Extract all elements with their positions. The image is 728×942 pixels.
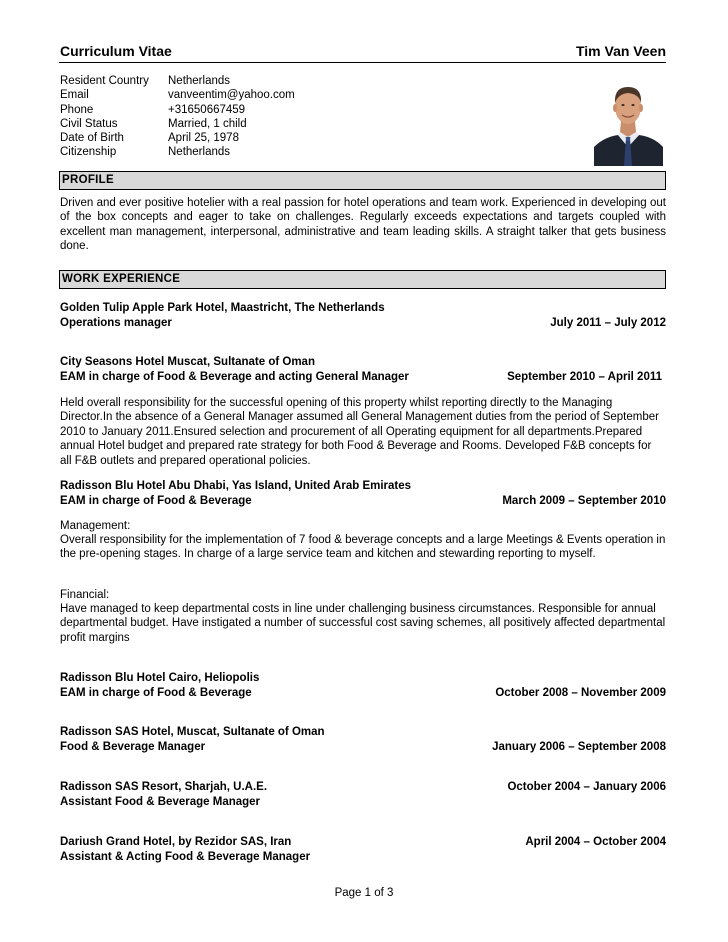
job-dates: March 2009 – September 2010 [502,495,666,507]
job-company: Dariush Grand Hotel, by Rezidor SAS, Iran [60,836,292,848]
candidate-name: Tim Van Veen [575,43,666,59]
info-value: April 25, 1978 [168,132,239,145]
job-company: Radisson SAS Hotel, Muscat, Sultanate of Oman [60,726,325,738]
section-heading: PROFILE [62,174,114,186]
info-label: Date of Birth [60,132,124,145]
job-entry [60,835,666,865]
info-value: Married, 1 child [168,117,247,130]
job-company: Golden Tulip Apple Park Hotel, Maastricht, The Netherlands [60,302,385,314]
document-title: Curriculum Vitae [60,43,172,59]
job-entry [60,671,666,701]
info-row [60,103,295,117]
page-number: Page 1 of 3 [334,887,394,899]
management-text: Overall responsibility for the implementation of 7 food & beverage concepts and a large Meetings & Events operation in the pre-opening stages. In charge of a large service team and kitchen and stewarding reporting to myself. [60,534,666,561]
portrait-image [594,75,663,166]
job-entry [60,725,666,755]
job-dates: October 2004 – January 2006 [507,781,666,793]
job-role: EAM in charge of Food & Beverage and acting General Manager [60,371,409,383]
info-value: vanveentim@yahoo.com [168,89,295,102]
info-value: +31650667459 [168,103,246,116]
job-dates: July 2011 – July 2012 [550,317,666,329]
job-role: Assistant & Acting Food & Beverage Manager [60,851,311,863]
financial-text: Have managed to keep departmental costs in line under challenging business circumstances. Responsible for annual departmental budget. Have instigated a number of successful cost saving schemes, all positively affected departmental profit margins [60,603,666,644]
job-role: Operations manager [60,317,172,329]
info-label: Civil Status [60,117,118,130]
profile-photo [594,75,663,166]
document-header [59,42,666,63]
info-label: Phone [60,103,94,116]
job-company: Radisson Blu Hotel Abu Dhabi, Yas Island, United Arab Emirates [60,480,412,492]
job-role: EAM in charge of Food & Beverage [60,687,252,699]
info-value: Netherlands [168,75,231,87]
job-dates: September 2010 – April 2011 [507,371,662,383]
job-role: Assistant Food & Beverage Manager [60,796,261,808]
job-company: Radisson SAS Resort, Sharjah, U.A.E. [60,781,268,793]
job-role: Food & Beverage Manager [60,741,206,753]
info-row [60,74,295,88]
job-entry [60,355,666,385]
job-description: Held overall responsibility for the successful opening of this property whilst reporting directly to the Managing Director.In the absence of a General Manager assumed all General Management duties from the period of September 2010 to January 2011.Ensured selection and procurement of all Operating equipment for all departments.Prepared annual Hotel budget and prepared rate strategy for both Food & Beverage and Rooms. Developed F&B concepts for all F&B outlets and prepared operational policies. [60,397,659,467]
job-entry [60,479,666,509]
info-label: Resident Country [60,75,149,87]
job-entry [60,301,666,331]
section-heading: WORK EXPERIENCE [62,273,181,285]
job-company: City Seasons Hotel Muscat, Sultanate of Oman [60,356,315,368]
job-company: Radisson Blu Hotel Cairo, Heliopolis [60,672,260,684]
profile-section-header [59,171,666,190]
management-label: Management: [60,520,131,532]
job-dates: January 2006 – September 2008 [492,741,666,753]
info-row [60,131,295,145]
job-role: EAM in charge of Food & Beverage [60,495,252,507]
job-entry [60,780,666,810]
job-dates: April 2004 – October 2004 [525,836,666,848]
job-dates: October 2008 – November 2009 [495,687,666,699]
info-label: Email [60,89,89,102]
personal-info [60,74,295,160]
info-value: Netherlands [168,146,231,159]
financial-label: Financial: [60,589,110,601]
info-row [60,88,295,102]
info-label: Citizenship [60,146,117,159]
info-row [60,145,295,159]
info-row [60,117,295,131]
profile-text: Driven and ever positive hotelier with a real passion for hotel operations and team work. Experienced in developing out of the box concepts and eager to take on challenges. Regularly exceeds expectations and targets coupled with excellent man management, interpersonal, administrative and team leading skills. A straight talker that gets business done. [60,197,666,253]
work-section-header [59,270,666,289]
